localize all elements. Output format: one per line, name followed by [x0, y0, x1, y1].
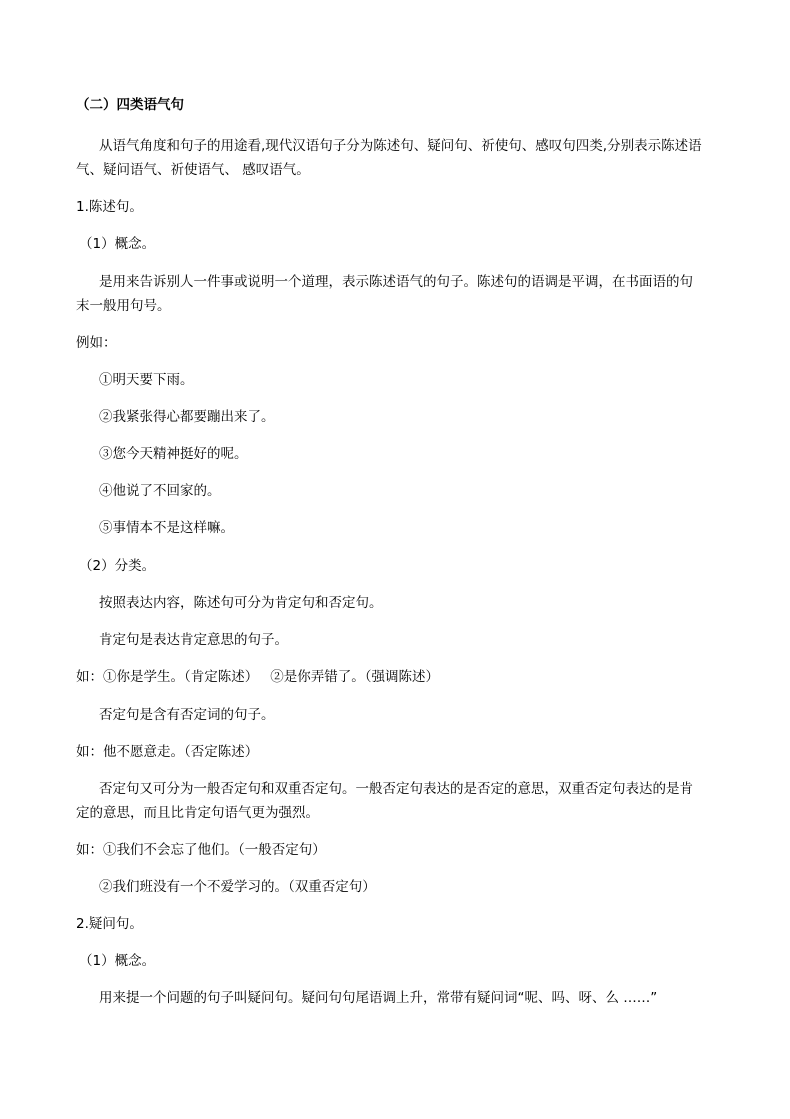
example-sentence: ①你是学生。 — [103, 669, 184, 685]
example-item: ②我紧张得心都要蹦出来了。 — [99, 409, 275, 425]
interrogative-heading: 2.疑问句。 — [76, 916, 143, 932]
example-note: （双重否定句） — [288, 879, 376, 895]
affirmative-definition: 肯定句是表达肯定意思的句子。 — [99, 632, 288, 648]
section-title: （二）四类语气句 — [76, 97, 184, 113]
negative-types-line2: 定的意思，而且比肯定句语气更为强烈。 — [76, 805, 319, 821]
negative-definition: 否定句是含有否定词的句子。 — [99, 707, 275, 723]
declarative-heading: 1.陈述句。 — [76, 199, 143, 215]
intro-paragraph-line1: 从语气角度和句子的用途看,现代汉语句子分为陈述句、疑问句、祈使句、感叹句四类,分别表示陈述语 — [99, 138, 702, 154]
interrogative-concept-line1: 用来提一个问题的句子叫疑问句。疑问句句尾语调上升，常带有疑问词“呢、吗、呀、么 ……” — [99, 990, 658, 1006]
declarative-concept-line1: 是用来告诉别人一件事或说明一个道理，表示陈述语气的句子。陈述句的语调是平调，在书面语的句 — [99, 274, 693, 290]
affirmative-example — [76, 667, 439, 687]
declarative-concept-heading: （1）概念。 — [79, 236, 156, 252]
example-item: ⑤事情本不是这样嘛。 — [99, 520, 234, 536]
examples-label: 例如： — [76, 335, 117, 351]
intro-paragraph-line2: 气、疑问语气、祈使语气、 感叹语气。 — [76, 162, 310, 178]
example-note: （一般否定句） — [238, 842, 326, 858]
example-note: （否定陈述） — [184, 744, 259, 760]
example-item: ①明天要下雨。 — [99, 372, 194, 388]
example-sentence: ①我们不会忘了他们。 — [103, 842, 238, 858]
example-prefix: 如： — [76, 744, 103, 760]
interrogative-concept-heading: （1）概念。 — [79, 953, 156, 969]
negative-types-line1: 否定句又可分为一般否定句和双重否定句。一般否定句表达的是否定的意思，双重否定句表达的是肯 — [99, 781, 693, 797]
example-note: （强调陈述） — [364, 669, 439, 685]
example-prefix: 如： — [76, 842, 103, 858]
negative-types-example2 — [99, 877, 376, 897]
example-sentence: ②我们班没有一个不爱学习的。 — [99, 879, 288, 895]
classify-text: 按照表达内容，陈述句可分为肯定句和否定句。 — [99, 595, 383, 611]
example-item: ③您今天精神挺好的呢。 — [99, 446, 248, 462]
example-prefix: 如： — [76, 669, 103, 685]
example-item: ④他说了不回家的。 — [99, 483, 221, 499]
example-sentence: ②是你弄错了。 — [270, 669, 365, 685]
negative-example — [76, 742, 258, 762]
example-sentence: 他不愿意走。 — [103, 744, 184, 760]
declarative-concept-line2: 末一般用句号。 — [76, 298, 171, 314]
negative-types-example1 — [76, 840, 326, 860]
classify-heading: （2）分类。 — [79, 558, 156, 574]
example-note: （肯定陈述） — [184, 669, 259, 685]
